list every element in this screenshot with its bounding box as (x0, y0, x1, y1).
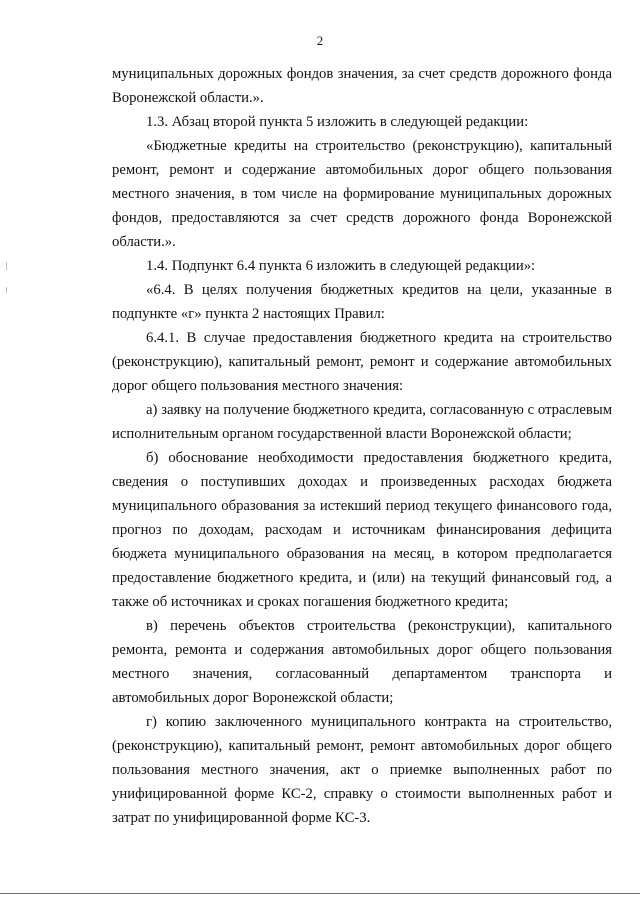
scan-artifact (6, 287, 7, 293)
paragraph-continuation: муниципальных дорожных фондов значения, за счет средств дорожного фонда Воронежской области.». (112, 66, 612, 106)
paragraph-subitem-b: б) обоснование необходимости предоставления бюджетного кредита, сведения о поступивших доходах и произведенных расходах бюджета муниципального образования за истекший период текущего финансового года, прогноз по доходам, расходам и источникам финансирования дефицита бюджета муниципального образования на месяц, в котором предполагается предоставление бюджетного кредита, и (или) на текущий финансовый год, а также об источниках и сроках погашения бюджетного кредита; (112, 450, 612, 610)
paragraph-subitem-v: в) перечень объектов строительства (реконструкции), капитального ремонта, ремонта и содержания автомобильных дорог общего пользования местного значения, согласованный департаментом транспорта и автомобильных дорог Воронежской области; (112, 618, 612, 706)
paragraph-item-1-4: 1.4. Подпункт 6.4 пункта 6 изложить в следующей редакции»: (146, 258, 536, 274)
paragraph-subitem-a: а) заявку на получение бюджетного кредита, согласованную с отраслевым исполнительным органом государственной власти Воронежской области; (112, 402, 612, 442)
paragraph-quote-budget-credits: «Бюджетные кредиты на строительство (реконструкцию), капитальный ремонт, ремонт и содержание автомобильных дорог общего пользования местного значения, в том числе на формирование муниципальных дорожных фондов, предоставляются за счет средств дорожного фонда Воронежской области.». (112, 138, 612, 250)
paragraph-6-4: «6.4. В целях получения бюджетных кредитов на цели, указанные в подпункте «г» пункта 2 настоящих Правил: (112, 282, 612, 322)
page-bottom-divider (0, 893, 640, 894)
paragraph-6-4-1: 6.4.1. В случае предоставления бюджетного кредита на строительство (реконструкцию), капитальный ремонт, ремонт и содержание автомобильных дорог общего пользования местного значения: (112, 330, 612, 394)
scan-artifact (6, 262, 7, 270)
paragraph-subitem-g: г) копию заключенного муниципального контракта на строительство, (реконструкцию), капитальный ремонт, ремонт автомобильных дорог общего пользования местного значения, акт о приемке выполненных работ по унифицированной форме КС-2, справку о стоимости выполненных работ и затрат по унифицированной форме КС-3. (112, 714, 612, 826)
paragraph-item-1-3: 1.3. Абзац второй пункта 5 изложить в следующей редакции: (146, 114, 529, 130)
page-number: 2 (316, 33, 324, 48)
document-body (112, 62, 612, 830)
